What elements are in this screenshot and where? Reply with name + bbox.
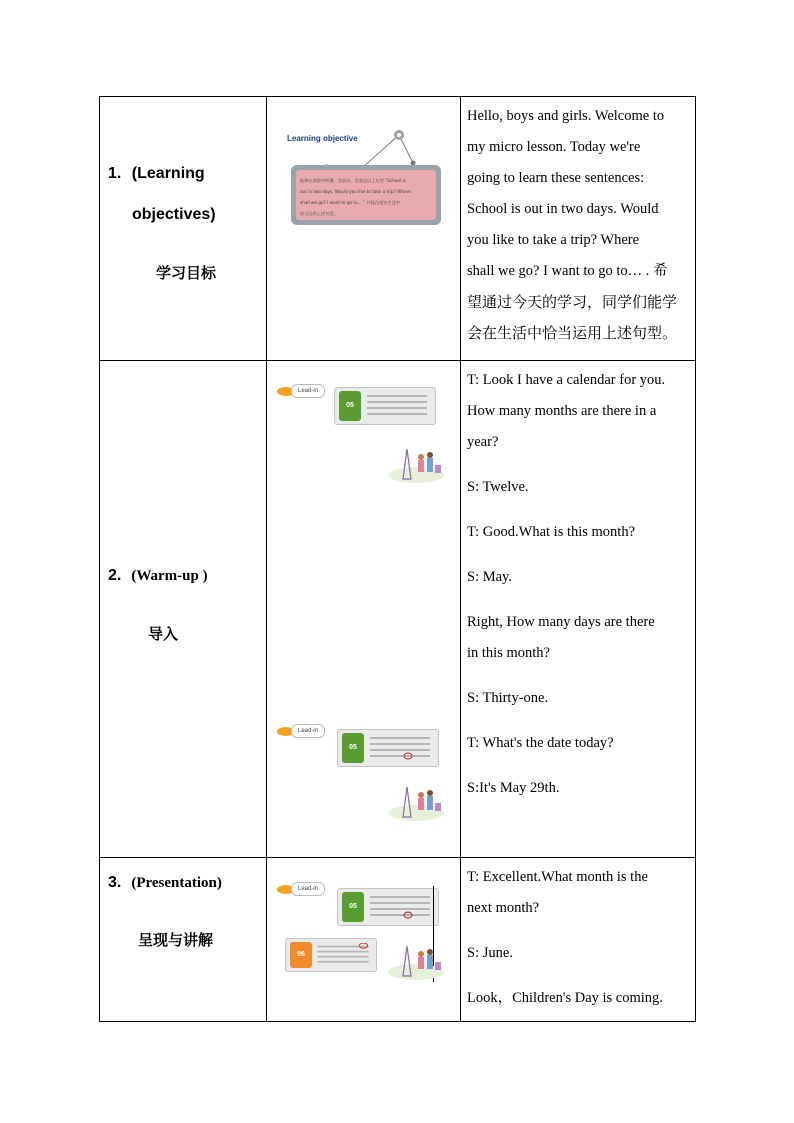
calendar-month-tab: 06: [290, 942, 312, 968]
dialogue-line: S: May.: [467, 569, 512, 585]
dialogue-line: in this month?: [467, 645, 550, 661]
stage-3-number: 3.: [108, 874, 122, 891]
dialogue-line: S: Thirty-one.: [467, 690, 549, 706]
board-line-1: 能够在情境中听懂、会说问、会表达以上句型 “School is: [300, 178, 406, 183]
board-title: Learning objective: [287, 134, 358, 143]
stage-2-title: (Warm-up ): [131, 568, 208, 584]
travel-couple-illustration: [385, 441, 447, 485]
stage-1-title-line1: (Learning: [131, 165, 205, 182]
lead-in-badge: [277, 724, 325, 738]
row-learning-objectives: [100, 97, 696, 361]
text-line: 望通过今天的学习，同学们能学: [467, 293, 678, 311]
board-line-4: 恰当运用上述句型。: [300, 211, 338, 216]
dialogue-line: Right, How many days are there: [467, 614, 655, 630]
calendar-month-tab: 05: [339, 391, 361, 421]
board-line-2: out in two days. Would you like to take a trip? Where: [300, 189, 411, 194]
dialogue-line: T: Good.What is this month?: [467, 524, 636, 540]
dialogue-line: year?: [467, 434, 499, 450]
stage-2-heading: [108, 567, 208, 585]
dialogue-line: How many months are there in a: [467, 403, 657, 419]
board-line-3: shall we go? I want to go to... ” 并能在现实生活中: [300, 200, 400, 205]
lead-in-label: Lead-in: [291, 882, 325, 896]
text-cell-3: [461, 858, 696, 1022]
stage-2-number: 2.: [108, 567, 122, 584]
lead-in-label: Lead-in: [291, 384, 325, 398]
may-calendar-image: [334, 387, 436, 425]
dialogue-line: S:It's May 29th.: [467, 780, 560, 796]
stage-cell-3: [100, 858, 267, 1022]
image-cell-3: [267, 858, 461, 1022]
stage-3-title: (Presentation): [131, 875, 222, 891]
travel-couple-illustration: [385, 938, 447, 982]
stage-3-chinese-label: 呈现与讲解: [138, 931, 214, 949]
calendar-grid-icon: [316, 943, 372, 967]
stage-1-number: 1.: [108, 165, 122, 182]
learning-objective-board-image: [287, 127, 442, 232]
dialogue-line: T: Look I have a calendar for you.: [467, 372, 666, 388]
dialogue-line: T: Excellent.What month is the: [467, 869, 648, 885]
calendar-grid-icon: [368, 734, 434, 762]
text-line: you like to take a trip? Where: [467, 232, 640, 248]
stage-1-title-line2: objectives): [132, 206, 216, 223]
calendar-month-tab: 05: [342, 733, 364, 763]
dialogue-line: T: What's the date today?: [467, 735, 614, 751]
text-line: 会在生活中恰当运用上述句型。: [467, 324, 678, 342]
calendar-grid-icon: [368, 893, 434, 921]
travel-couple-illustration: [385, 779, 447, 823]
june-calendar-image: [285, 938, 377, 972]
row-warm-up: [100, 361, 696, 858]
text-cell-2: [461, 361, 696, 858]
image-cell-1: [267, 97, 461, 361]
text-line: going to learn these sentences:: [467, 170, 645, 186]
text-line: Hello, boys and girls. Welcome to: [467, 108, 665, 124]
lead-in-badge: [277, 384, 325, 398]
may-calendar-image: [337, 729, 439, 767]
text-line: shall we go? I want to go to… . 希: [467, 263, 668, 279]
text-cell-1: [461, 97, 696, 361]
row-presentation: [100, 858, 696, 1022]
dialogue-line: S: June.: [467, 945, 513, 961]
stage-1-chinese-label: 学习目标: [156, 264, 217, 282]
stage-cell-1: [100, 97, 267, 361]
dialogue-line: Look，Children's Day is coming.: [467, 990, 663, 1006]
stage-1-heading: [108, 165, 205, 183]
image-cell-2: [267, 361, 461, 858]
text-line: my micro lesson. Today we're: [467, 139, 641, 155]
lesson-plan-table: [99, 96, 696, 1022]
calendar-grid-icon: [365, 392, 431, 420]
dialogue-line: next month?: [467, 900, 540, 916]
dialogue-line: S: Twelve.: [467, 479, 529, 495]
lead-in-badge: [277, 882, 325, 896]
stage-3-heading: [108, 874, 222, 892]
calendar-month-tab: 05: [342, 892, 364, 922]
stage-cell-2: [100, 361, 267, 858]
lead-in-label: Lead-in: [291, 724, 325, 738]
text-line: School is out in two days. Would: [467, 201, 659, 217]
may-calendar-image: [337, 888, 439, 926]
stage-2-chinese-label: 导入: [148, 625, 179, 643]
